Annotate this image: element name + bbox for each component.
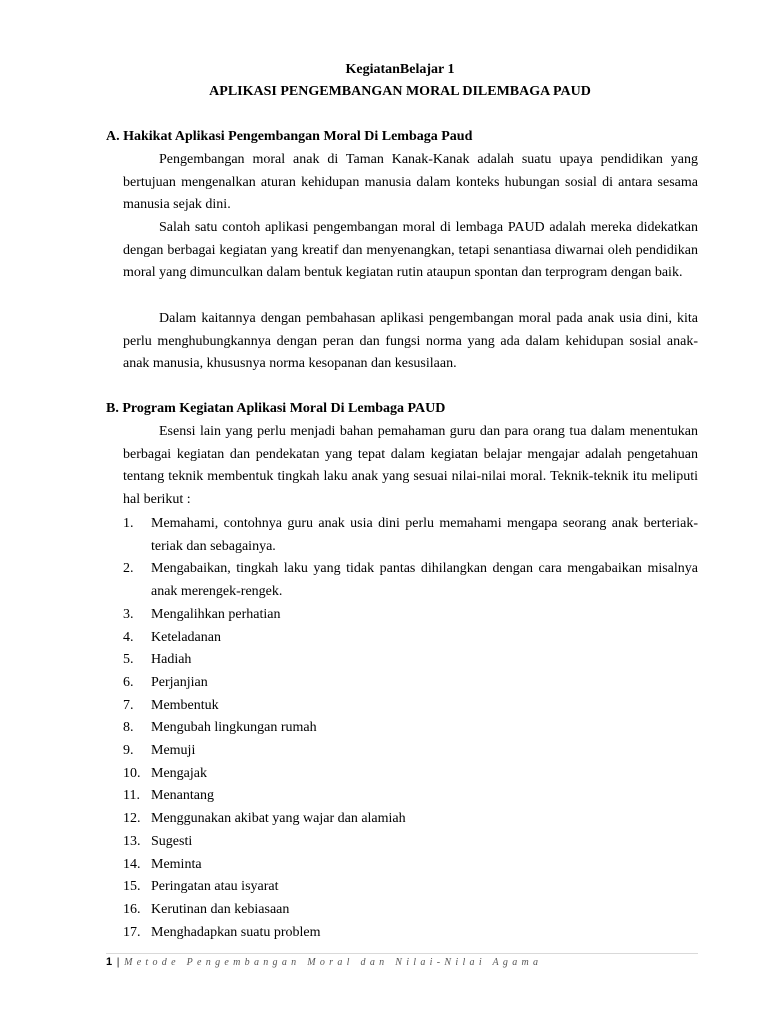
list-item-number: 10. xyxy=(123,765,141,781)
list-item-text: Mengalihkan perhatian xyxy=(151,606,281,622)
footer-divider xyxy=(106,953,698,954)
list-item-number: 6. xyxy=(123,674,134,690)
list-item-number: 9. xyxy=(123,743,134,759)
list-item-text: Meminta xyxy=(151,856,202,872)
list-item xyxy=(123,672,698,695)
list-item-number: 17. xyxy=(123,924,141,940)
list-item-number: 3. xyxy=(123,606,134,622)
list-item-number: 8. xyxy=(123,720,134,736)
section-a-paragraph-2: Salah satu contoh aplikasi pengembangan moral di lembaga PAUD adalah mereka didekatkan dengan berbagai kegiatan yang kreatif dan menyenangkan, tetapi senantiasa diwarnai oleh pendidikan moral yang dimunculkan dalam bentuk kegiatan rutin ataupun spontan dan terprogram dengan baik. xyxy=(123,220,698,281)
list-item-number: 5. xyxy=(123,652,134,668)
list-item xyxy=(123,558,698,603)
list-item xyxy=(123,763,698,786)
list-item-text: Memahami, contohnya guru anak usia dini perlu memahami mengapa seorang anak berteriak-teriak dan sebagainya. xyxy=(151,516,698,554)
document-title-line1: KegiatanBelajar 1 xyxy=(345,62,455,77)
list-item-number: 15. xyxy=(123,879,141,895)
list-item-number: 7. xyxy=(123,697,134,713)
list-item-text: Hadiah xyxy=(151,652,192,668)
list-item-number: 1. xyxy=(123,516,134,531)
list-item xyxy=(123,854,698,877)
list-item-text: Mengajak xyxy=(151,765,207,781)
footer-separator: | xyxy=(116,956,120,968)
page-number: 1 xyxy=(106,956,113,968)
list-item xyxy=(123,831,698,854)
list-item xyxy=(123,717,698,740)
list-item-text: Membentuk xyxy=(151,697,219,713)
list-item xyxy=(123,899,698,922)
list-item-number: 11. xyxy=(123,788,140,804)
list-item-number: 14. xyxy=(123,856,141,872)
page-footer xyxy=(106,955,542,970)
section-a-heading: A. Hakikat Aplikasi Pengembangan Moral Di Lembaga Paud xyxy=(106,129,473,144)
list-item-text: Sugesti xyxy=(151,833,193,849)
footer-text: Metode Pengembangan Moral dan Nilai-Nilai Agama xyxy=(124,957,543,968)
section-a-paragraph-3: Dalam kaitannya dengan pembahasan aplikasi pengembangan moral pada anak usia dini, kita perlu menghubungkannya dengan peran dan fungsi norma yang ada dalam kehidupan sosial anak-anak manusia, khususnya norma kesopanan dan kesusilaan. xyxy=(123,311,698,372)
list-item xyxy=(123,740,698,763)
list-item-number: 16. xyxy=(123,901,141,917)
section-a-paragraph-1: Pengembangan moral anak di Taman Kanak-Kanak adalah suatu upaya pendidikan yang bertujuan mengenalkan aturan kehidupan manusia dalam konteks hubungan sosial di antara sesama manusia sejak dini. xyxy=(123,152,698,213)
list-item-text: Mengubah lingkungan rumah xyxy=(151,720,317,736)
list-item xyxy=(123,922,698,945)
list-item-text: Memuji xyxy=(151,743,196,759)
list-item-text: Peringatan atau isyarat xyxy=(151,879,279,895)
list-item-text: Menggunakan akibat yang wajar dan alamiah xyxy=(151,811,406,827)
list-item-number: 4. xyxy=(123,629,134,645)
list-item xyxy=(123,649,698,672)
list-item-text: Menghadapkan suatu problem xyxy=(151,924,321,940)
technique-list xyxy=(123,513,698,944)
list-item-text: Kerutinan dan kebiasaan xyxy=(151,901,290,917)
list-item xyxy=(123,808,698,831)
list-item-number: 2. xyxy=(123,561,134,577)
list-item xyxy=(123,785,698,808)
list-item-number: 12. xyxy=(123,811,141,827)
list-item xyxy=(123,695,698,718)
list-item xyxy=(123,876,698,899)
section-b-heading: B. Program Kegiatan Aplikasi Moral Di Lembaga PAUD xyxy=(106,401,446,416)
section-b-intro: Esensi lain yang perlu menjadi bahan pemahaman guru dan para orang tua dalam menentukan berbagai kegiatan dan pendekatan yang tepat dalam kegiatan belajar mengajar adalah pengetahuan tentang teknik membentuk tingkah laku anak yang sesuai nilai-nilai moral. Teknik-teknik itu meliputi hal berikut : xyxy=(123,424,698,508)
document-title-line2: APLIKASI PENGEMBANGAN MORAL DILEMBAGA PAUD xyxy=(209,84,591,99)
list-item xyxy=(123,627,698,650)
list-item-number: 13. xyxy=(123,833,141,849)
list-item-text: Keteladanan xyxy=(151,629,221,645)
list-item-text: Menantang xyxy=(151,788,214,804)
list-item-text: Mengabaikan, tingkah laku yang tidak pantas dihilangkan dengan cara mengabaikan misalnya anak merengek-rengek. xyxy=(151,561,698,600)
list-item xyxy=(123,513,698,558)
list-item-text: Perjanjian xyxy=(151,674,208,690)
list-item xyxy=(123,604,698,627)
